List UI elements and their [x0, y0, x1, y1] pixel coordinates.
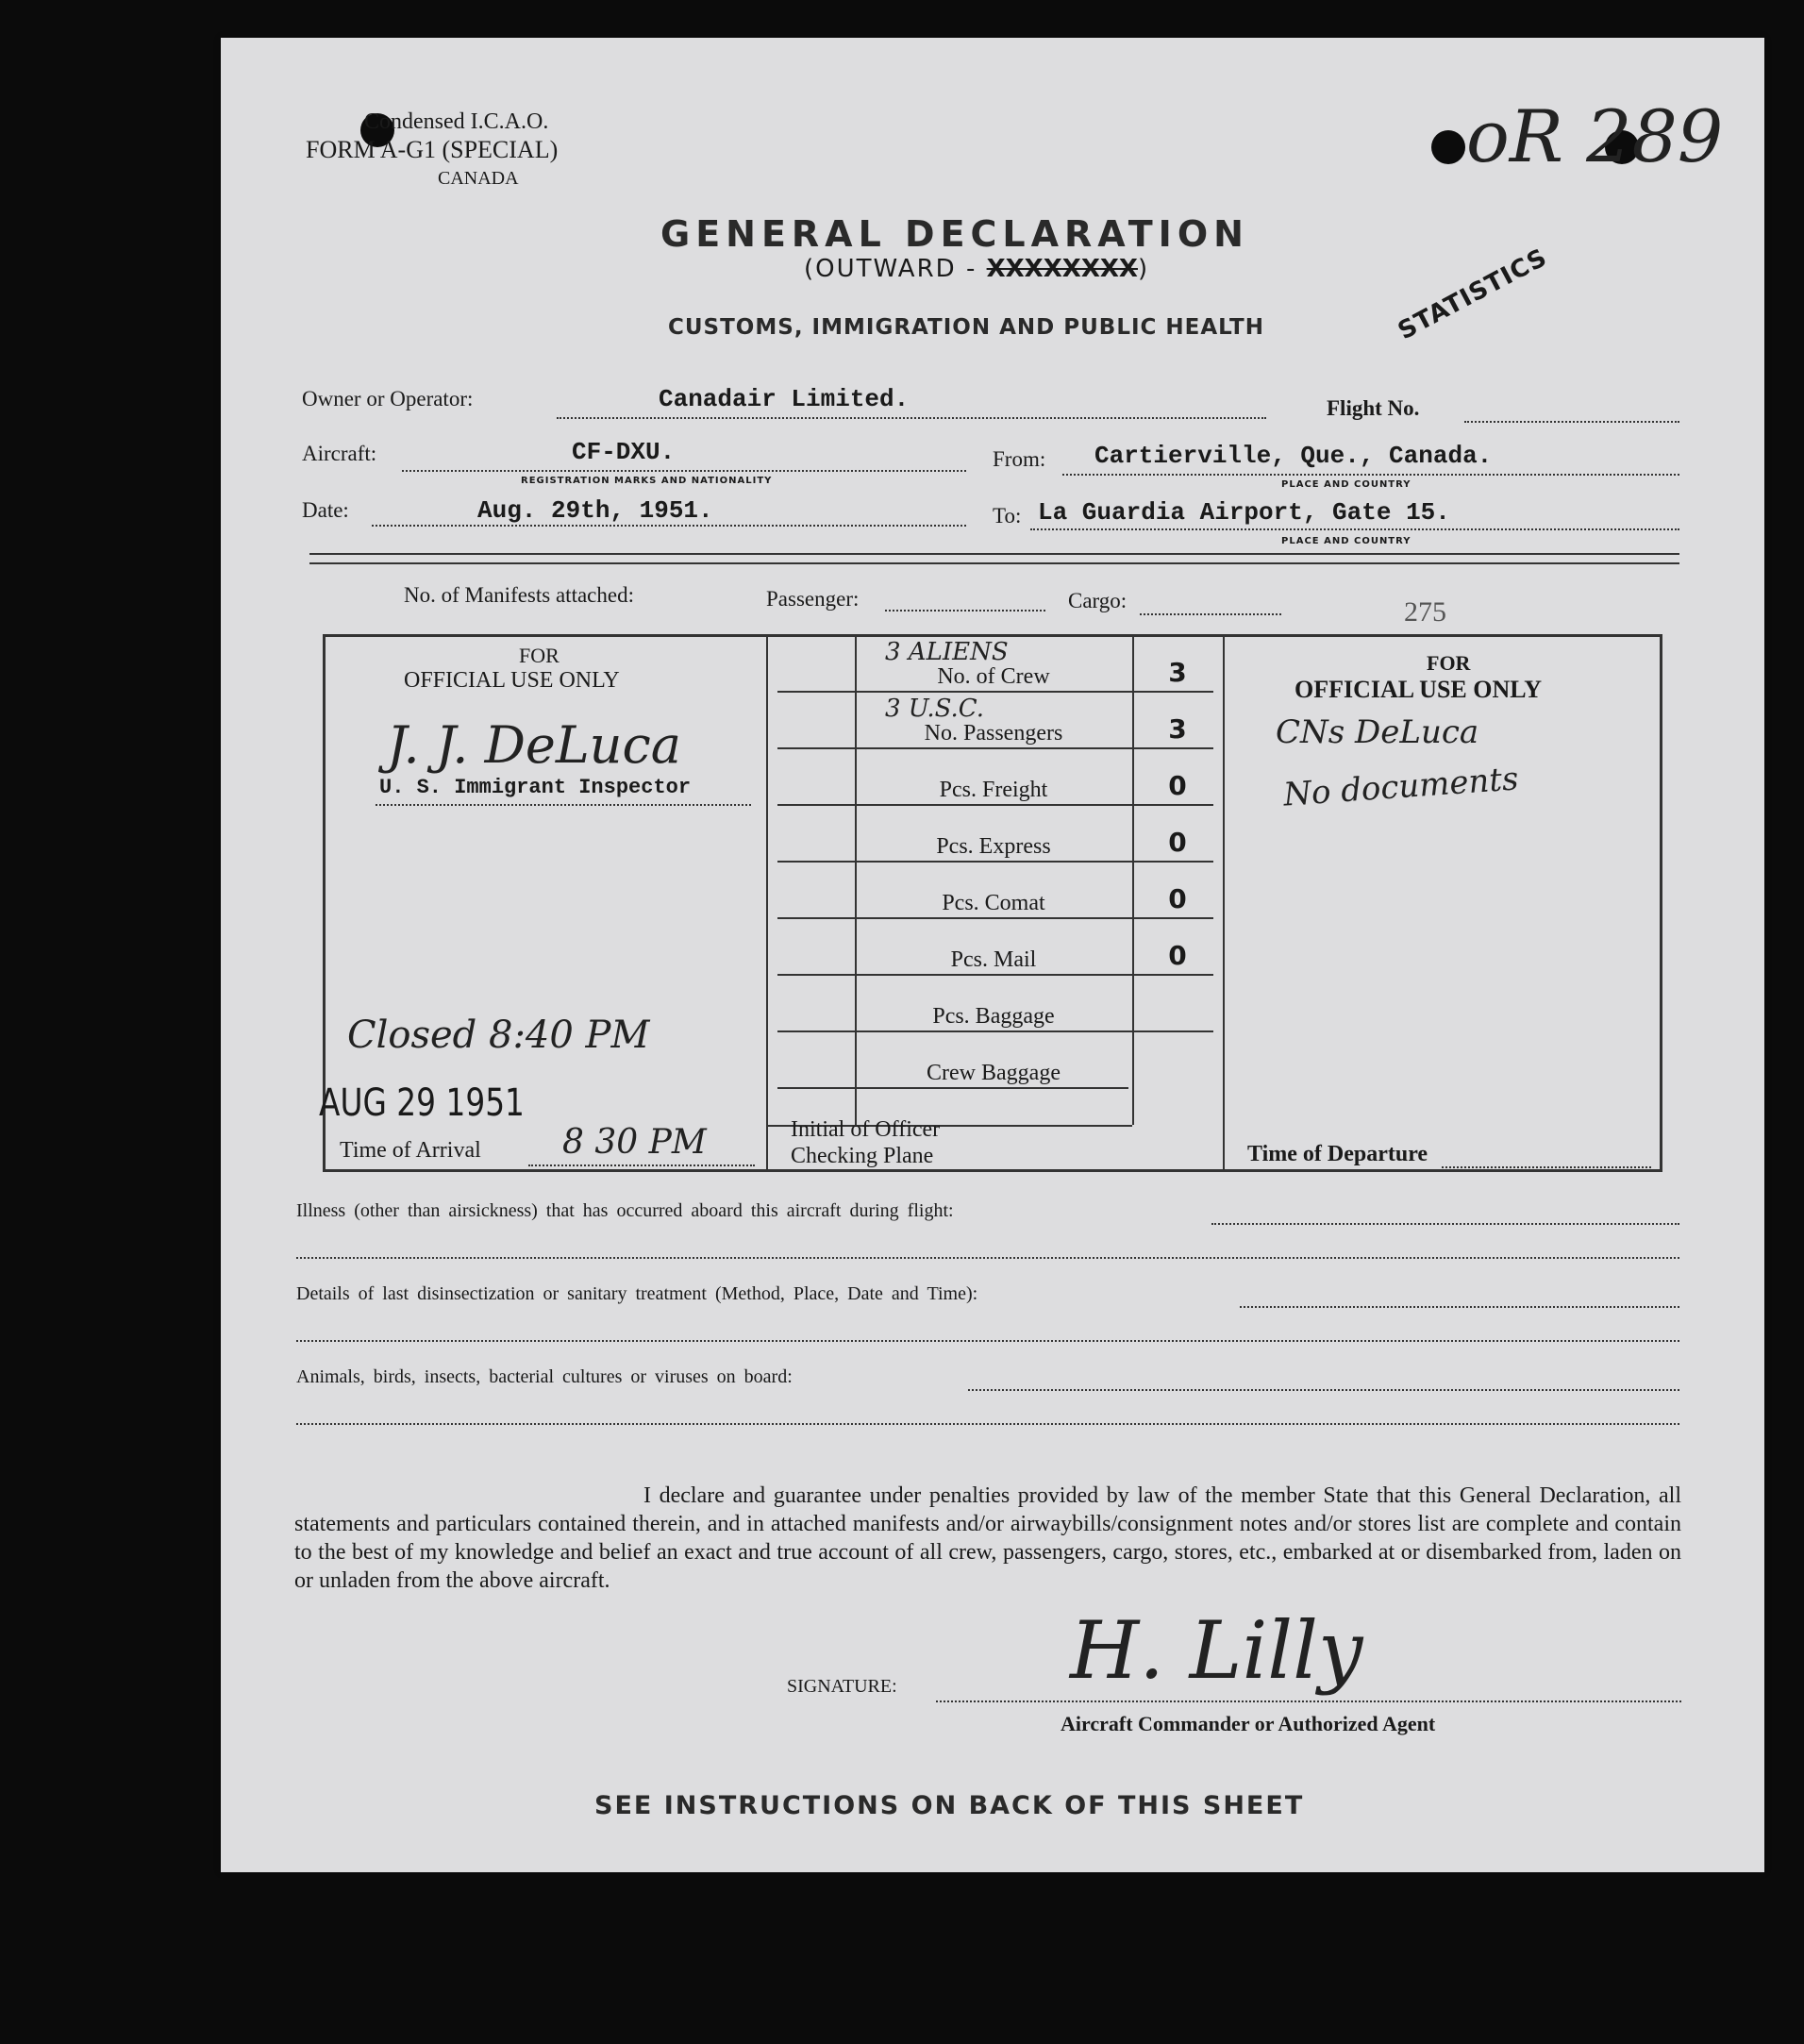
left-official-heading1: FOR — [519, 644, 560, 667]
row-rule — [777, 1030, 1213, 1032]
stamp-number: oR 289 — [1466, 94, 1724, 178]
box-divider — [766, 636, 768, 1170]
owner-label: Owner or Operator: — [302, 387, 474, 410]
flight-line — [1464, 421, 1679, 423]
subheading: CUSTOMS, IMMIGRATION AND PUBLIC HEALTH — [668, 315, 1264, 340]
signature-line — [936, 1701, 1681, 1702]
statistics-stamp: STATISTICS — [1393, 243, 1553, 346]
to-line — [1030, 528, 1679, 530]
illness-label: Illness (other than airsickness) that has occurred aboard this aircraft during flight: — [296, 1200, 954, 1221]
departure-label: Time of Departure — [1247, 1142, 1428, 1166]
row-note: 3 U.S.C. — [885, 695, 984, 723]
row-rule — [777, 747, 1213, 749]
manifests-label: No. of Manifests attached: — [404, 583, 634, 607]
row-label: No. Passengers — [924, 721, 1063, 746]
flight-label: Flight No. — [1327, 396, 1420, 420]
disinsect-line — [1240, 1306, 1679, 1308]
row-label: Pcs. Baggage — [932, 1004, 1055, 1029]
box-divider — [1132, 636, 1134, 1125]
right-official-heading2: OFFICIAL USE ONLY — [1295, 676, 1542, 703]
row-value: 0 — [1168, 827, 1187, 858]
passenger-label: Passenger: — [766, 587, 860, 611]
subtitle-outward: (OUTWARD - — [804, 255, 987, 283]
left-official-heading2: OFFICIAL USE ONLY — [404, 668, 620, 693]
disinsect-label: Details of last disinsectization or sanitary treatment (Method, Place, Date and Time): — [296, 1283, 978, 1304]
cargo-line — [1140, 613, 1281, 615]
animals-line — [968, 1389, 1679, 1391]
box-divider — [1223, 636, 1225, 1170]
rule — [309, 553, 1679, 555]
footer-instructions: SEE INSTRUCTIONS ON BACK OF THIS SHEET — [594, 1791, 1305, 1820]
arrival-value: 8 30 PM — [562, 1123, 707, 1162]
owner-line — [557, 417, 1266, 419]
from-caption: PLACE AND COUNTRY — [1281, 479, 1411, 490]
aircraft-caption: REGISTRATION MARKS AND NATIONALITY — [521, 476, 773, 486]
row-label: Pcs. Mail — [950, 947, 1037, 972]
closed-note: Closed 8:40 PM — [347, 1014, 650, 1057]
aircraft-line — [402, 470, 966, 472]
to-label: To: — [993, 504, 1022, 528]
owner-value: Canadair Limited. — [659, 385, 910, 413]
signature-label: SIGNATURE: — [787, 1676, 897, 1697]
illness-line2 — [296, 1257, 1679, 1259]
row-value: 0 — [1168, 883, 1187, 914]
passenger-line — [885, 610, 1045, 612]
row-label: No. of Crew — [937, 664, 1050, 689]
punch-hole — [1431, 130, 1465, 164]
declaration-text: I declare and guarantee under penalties provided by law of the member State that this General Declaration, all statements and particulars contained therein, and in attached manifests and/or airwaybills/consignment notes and/or stores list are complete and contain to the best of my knowledge and belief an exact and true account of all crew, passengers, cargo, stores, etc., embarked at or disembarked from, laden on or unladen from the above aircraft. — [294, 1483, 1681, 1593]
right-official-heading1: FOR — [1427, 651, 1471, 675]
form-ref-line3: CANADA — [438, 168, 519, 189]
cargo-note: 275 — [1404, 596, 1446, 628]
row-label: Pcs. Freight — [939, 778, 1048, 802]
to-value: La Guardia Airport, Gate 15. — [1038, 498, 1450, 527]
row-value: 3 — [1168, 713, 1187, 745]
date-line — [372, 525, 966, 527]
inspector-line — [376, 804, 751, 806]
date-value: Aug. 29th, 1951. — [477, 496, 713, 525]
date-stamp: AUG 29 1951 — [319, 1081, 525, 1125]
cargo-label: Cargo: — [1068, 589, 1128, 612]
rule — [309, 562, 1679, 564]
aircraft-value: CF-DXU. — [572, 438, 676, 466]
arrival-label: Time of Arrival — [340, 1138, 481, 1163]
arrival-line — [528, 1164, 755, 1166]
illness-line — [1211, 1223, 1679, 1225]
row-label: Pcs. Express — [936, 834, 1051, 859]
disinsect-line2 — [296, 1340, 1679, 1342]
row-rule — [777, 917, 1213, 919]
departure-line — [1442, 1166, 1651, 1168]
row-rule — [777, 804, 1213, 806]
row-rule — [777, 861, 1213, 863]
aircraft-label: Aircraft: — [302, 442, 377, 465]
right-note1: CNs DeLuca — [1276, 713, 1479, 751]
subtitle-struck: XXXXXXXX — [986, 255, 1138, 283]
form-ref-line1: Condensed I.C.A.O. — [364, 109, 549, 134]
animals-label: Animals, birds, insects, bacterial cultures or viruses on board: — [296, 1366, 793, 1387]
from-label: From: — [993, 447, 1046, 471]
row-label: Crew Baggage — [927, 1061, 1061, 1085]
from-value: Cartierville, Que., Canada. — [1094, 442, 1493, 470]
page-title: GENERAL DECLARATION — [660, 213, 1249, 255]
animals-line2 — [296, 1423, 1679, 1425]
date-label: Date: — [302, 498, 349, 522]
right-note2: No documents — [1281, 760, 1520, 814]
row-value: 0 — [1168, 770, 1187, 801]
to-caption: PLACE AND COUNTRY — [1281, 536, 1411, 546]
inspector-signature: J. J. DeLuca — [387, 715, 681, 775]
box-divider — [855, 636, 857, 1125]
row-note: 3 ALIENS — [885, 638, 1009, 666]
from-line — [1062, 474, 1679, 476]
subtitle-close: ) — [1137, 255, 1150, 283]
row-value: 3 — [1168, 657, 1187, 688]
row-rule — [777, 974, 1213, 976]
form-ref-line2: FORM A-G1 (SPECIAL) — [306, 136, 559, 163]
row-rule — [777, 691, 1213, 693]
initial-line1: Initial of Officer — [791, 1117, 941, 1142]
form-sheet — [221, 38, 1764, 1872]
row-rule — [777, 1087, 1128, 1089]
signature-value: H. Lilly — [1070, 1604, 1363, 1697]
row-value: 0 — [1168, 940, 1187, 971]
signature-caption: Aircraft Commander or Authorized Agent — [1061, 1712, 1436, 1735]
subtitle — [804, 255, 1149, 283]
initial-line2: Checking Plane — [791, 1144, 934, 1168]
inspector-title: U. S. Immigrant Inspector — [379, 776, 692, 799]
row-label: Pcs. Comat — [942, 891, 1045, 915]
